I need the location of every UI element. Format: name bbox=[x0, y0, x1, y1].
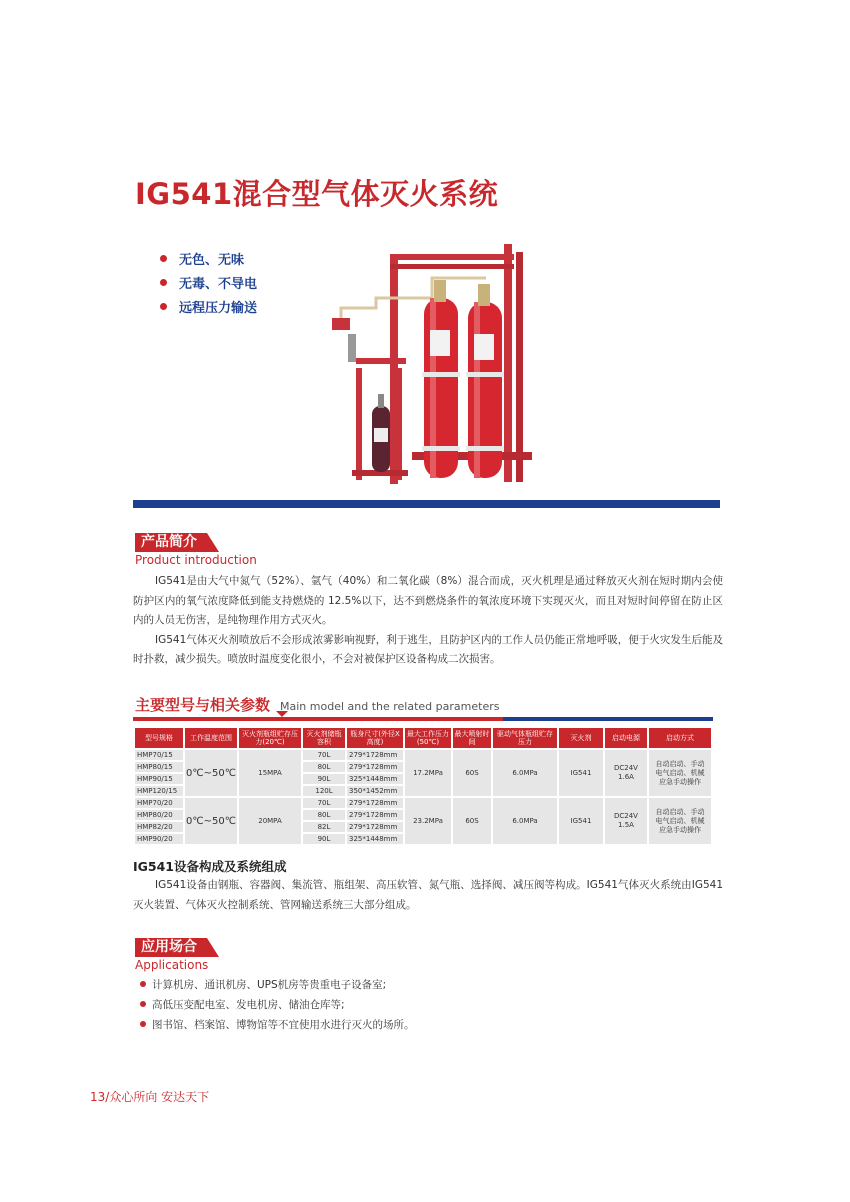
list-item: 计算机房、通讯机房、UPS机房等贵重电子设备室; bbox=[140, 974, 415, 994]
table-header: 最大工作压力(50℃) bbox=[407, 730, 449, 746]
size-cell: 279*1728mm bbox=[347, 798, 403, 808]
start-mode-cell: 自动启动、手动 电气启动、机械 应急手动操作 bbox=[649, 750, 711, 796]
spray-time-cell: 60S bbox=[453, 750, 491, 796]
temp-cell: 0℃~50℃ bbox=[185, 798, 237, 844]
model-cell: HMP80/15 bbox=[135, 762, 183, 772]
size-cell: 325*1448mm bbox=[347, 834, 403, 844]
storage-pressure-cell: 15MPA bbox=[239, 750, 301, 796]
composition-text bbox=[133, 876, 723, 915]
composition-title: IG541设备构成及系统组成 bbox=[133, 859, 287, 874]
power-cell: DC24V 1.5A bbox=[605, 798, 647, 844]
size-cell: 279*1728mm bbox=[347, 762, 403, 772]
bullet-dot-icon bbox=[160, 255, 167, 262]
table-header: 瓶身尺寸(外径X高度) bbox=[347, 728, 403, 748]
volume-cell: 90L bbox=[303, 834, 345, 844]
list-item: 高低压变配电室、发电机房、储油仓库等; bbox=[140, 994, 415, 1014]
bullet-dot-icon bbox=[140, 981, 146, 987]
table-header: 启动方式 bbox=[649, 728, 711, 748]
volume-cell: 120L bbox=[303, 786, 345, 796]
model-cell: HMP70/15 bbox=[135, 750, 183, 760]
model-cell: HMP82/20 bbox=[135, 822, 183, 832]
volume-cell: 70L bbox=[303, 750, 345, 760]
params-header bbox=[135, 694, 499, 715]
temp-cell: 0℃~50℃ bbox=[185, 750, 237, 796]
table-header: 启动电源 bbox=[605, 728, 647, 748]
table-header: 灭火剂瓶组贮存压力(20℃) bbox=[239, 728, 301, 748]
table-header: 驱动气体瓶组贮存压力 bbox=[493, 728, 557, 748]
max-pressure-cell: 17.2MPa bbox=[405, 750, 451, 796]
applications-subtitle: Applications bbox=[135, 958, 209, 972]
size-cell: 279*1728mm bbox=[347, 822, 403, 832]
agent-cell: IG541 bbox=[559, 750, 603, 796]
model-cell: HMP120/15 bbox=[135, 786, 183, 796]
page-footer: 13/众心所向 安达天下 bbox=[90, 1090, 210, 1104]
power-cell: DC24V 1.6A bbox=[605, 750, 647, 796]
spray-time-cell: 60S bbox=[453, 798, 491, 844]
volume-cell: 82L bbox=[303, 822, 345, 832]
volume-cell: 90L bbox=[303, 774, 345, 784]
page-title: IG541混合型气体灭火系统 bbox=[135, 177, 499, 211]
applications-tab: 应用场合 bbox=[135, 938, 207, 957]
drive-pressure-cell: 6.0MPa bbox=[493, 750, 557, 796]
table-header: 灭火剂储瓶容积 bbox=[303, 728, 345, 748]
params-subtitle: Main model and the related parameters bbox=[280, 700, 500, 713]
intro-paragraph: IG541是由大气中氮气（52%）、氩气（40%）和二氧化碳（8%）混合而成，灭火机理是通过释放灭火剂在短时期内会使防护区内的氧气浓度降低到能支持燃烧的 12.5%以下，达不到燃烧条件的氧浓度环境下实现灭火，而且对短时间停留在防止区内的人员无伤害，是纯物理作用方式灭火。 bbox=[133, 575, 723, 626]
bullet-dot-icon bbox=[140, 1001, 146, 1007]
table-header: 工作温度范围 bbox=[185, 728, 237, 748]
model-cell: HMP80/20 bbox=[135, 810, 183, 820]
volume-cell: 70L bbox=[303, 798, 345, 808]
storage-pressure-cell: 20MPA bbox=[239, 798, 301, 844]
spec-table bbox=[133, 726, 713, 846]
feature-list bbox=[160, 246, 257, 318]
intro-paragraph: IG541气体灭火剂喷放后不会形成浓雾影响视野，利于逃生，且防护区内的工作人员仍能正常地呼吸，便于火灾发生后能及时扑救，减少损失。喷放时温度变化很小，不会对被保护区设备构成二次损害。 bbox=[133, 633, 723, 665]
feature-item: 无色、无味 bbox=[160, 246, 257, 270]
table-header: 灭火剂 bbox=[559, 728, 603, 748]
table-header: 型号规格 bbox=[135, 728, 183, 748]
agent-cell: IG541 bbox=[559, 798, 603, 844]
size-cell: 279*1728mm bbox=[347, 750, 403, 760]
applications-list bbox=[140, 974, 415, 1034]
bullet-dot-icon bbox=[140, 1021, 146, 1027]
params-title: 主要型号与相关参数 bbox=[135, 696, 271, 714]
intro-text bbox=[133, 572, 723, 670]
size-cell: 350*1452mm bbox=[347, 786, 403, 796]
size-cell: 279*1728mm bbox=[347, 810, 403, 820]
model-cell: HMP70/20 bbox=[135, 798, 183, 808]
product-photo bbox=[326, 238, 546, 488]
divider-bar bbox=[133, 500, 720, 508]
intro-subtitle: Product introduction bbox=[135, 553, 257, 567]
table-row bbox=[135, 798, 711, 808]
list-item: 图书馆、档案馆、博物馆等不宜使用水进行灭火的场所。 bbox=[140, 1014, 415, 1034]
composition-paragraph: IG541设备由钢瓶、容器阀、集流管、瓶组架、高压软管、氮气瓶、选择阀、减压阀等构成。IG541气体灭火系统由IG541灭火装置、气体灭火控制系统、管网输送系统三大部分组成。 bbox=[133, 879, 723, 911]
table-header-row bbox=[135, 728, 711, 748]
feature-item: 无毒、不导电 bbox=[160, 270, 257, 294]
bullet-dot-icon bbox=[160, 279, 167, 286]
volume-cell: 80L bbox=[303, 810, 345, 820]
table-row bbox=[135, 750, 711, 760]
table-header: 最大喷射时间 bbox=[454, 730, 490, 746]
drive-pressure-cell: 6.0MPa bbox=[493, 798, 557, 844]
intro-tab: 产品简介 bbox=[135, 533, 207, 552]
max-pressure-cell: 23.2MPa bbox=[405, 798, 451, 844]
intro-section-header bbox=[135, 533, 257, 567]
volume-cell: 80L bbox=[303, 762, 345, 772]
params-underline bbox=[133, 717, 713, 721]
bullet-dot-icon bbox=[160, 303, 167, 310]
applications-section-header bbox=[135, 938, 219, 972]
feature-item: 远程压力输送 bbox=[160, 294, 257, 318]
model-cell: HMP90/15 bbox=[135, 774, 183, 784]
model-cell: HMP90/20 bbox=[135, 834, 183, 844]
size-cell: 325*1448mm bbox=[347, 774, 403, 784]
start-mode-cell: 自动启动、手动 电气启动、机械 应急手动操作 bbox=[649, 798, 711, 844]
